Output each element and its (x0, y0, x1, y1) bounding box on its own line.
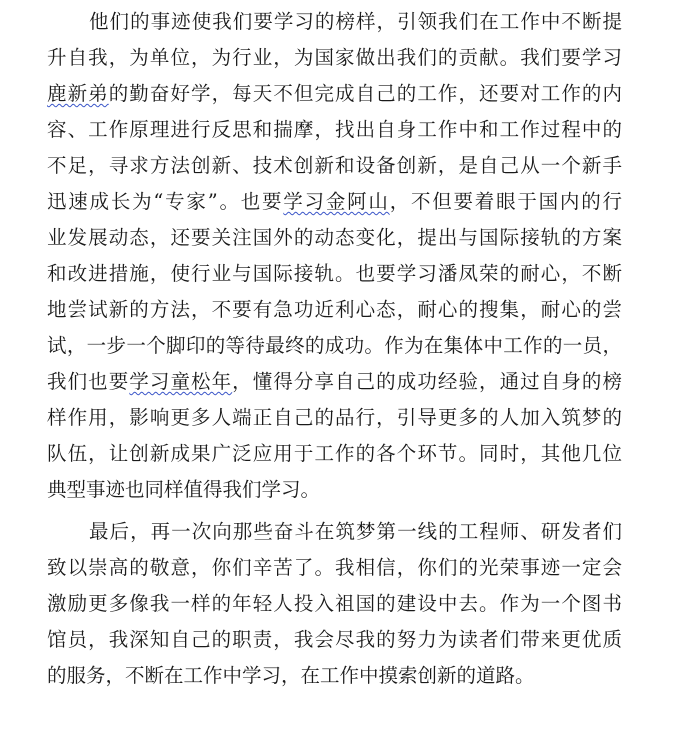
paragraph-1-line-1: 他们的事迹使我们要学习的榜样，引领我们在工作中不断提 (89, 10, 622, 33)
spellcheck-flagged-name[interactable]: 学习金阿山 (283, 190, 390, 213)
paragraph-1-line-10: 试，一步一个脚印的等待最终的成功。作为在集体中工作的一员， (47, 334, 622, 357)
paragraph-1-line-8: 和改进措施，使行业与国际接轨。也要学习潘凤荣的耐心，不断 (47, 262, 622, 285)
paragraph-1-line-11: 我们也要学习童松年，懂得分享自己的成功经验，通过自身的榜 (47, 370, 622, 393)
paragraph-2-line-2: 致以崇高的敬意，你们辛苦了。我相信，你们的光荣事迹一定会 (47, 556, 622, 579)
paragraph-1-line-6: 迅速成长为“专家”。也要学习金阿山，不但要着眼于国内的行 (47, 190, 622, 213)
paragraph-1-line-14: 典型事迹也同样值得我们学习。 (47, 478, 321, 501)
paragraph-2-line-4: 馆员，我深知自己的职责，我会尽我的努力为读者们带来更优质 (47, 628, 622, 651)
paragraph-1-line-4: 容、工作原理进行反思和揣摩，找出自身工作中和工作过程中的 (47, 118, 622, 141)
paragraph-1-line-13: 队伍，让创新成果广泛应用于工作的各个环节。同时，其他几位 (47, 442, 622, 465)
paragraph-1-line-12: 样作用，影响更多人端正自己的品行，引导更多的人加入筑梦的 (47, 406, 622, 429)
paragraph-1-line-3: 鹿新弟的勤奋好学，每天不但完成自己的工作，还要对工作的内 (47, 82, 622, 105)
paragraph-1-line-7: 业发展动态，还要关注国外的动态变化，提出与国际接轨的方案 (47, 226, 622, 249)
paragraph-2-line-3: 激励更多像我一样的年轻人投入祖国的建设中去。作为一个图书 (47, 592, 622, 615)
paragraph-2-line-5: 的服务，不断在工作中学习，在工作中摸索创新的道路。 (47, 664, 535, 687)
spellcheck-flagged-name[interactable]: 学习童松年 (129, 370, 233, 393)
paragraph-1-line-9: 地尝试新的方法，不要有急功近利心态，耐心的搜集，耐心的尝 (47, 298, 622, 321)
paragraph-1-line-2: 升自我，为单位，为行业，为国家做出我们的贡献。我们要学习 (47, 46, 622, 69)
spellcheck-flagged-name[interactable]: 鹿新弟 (47, 82, 109, 105)
paragraph-1-line-5: 不足，寻求方法创新、技术创新和设备创新，是自己从一个新手 (47, 154, 622, 177)
paragraph-2-line-1: 最后，再一次向那些奋斗在筑梦第一线的工程师、研发者们 (89, 520, 622, 543)
